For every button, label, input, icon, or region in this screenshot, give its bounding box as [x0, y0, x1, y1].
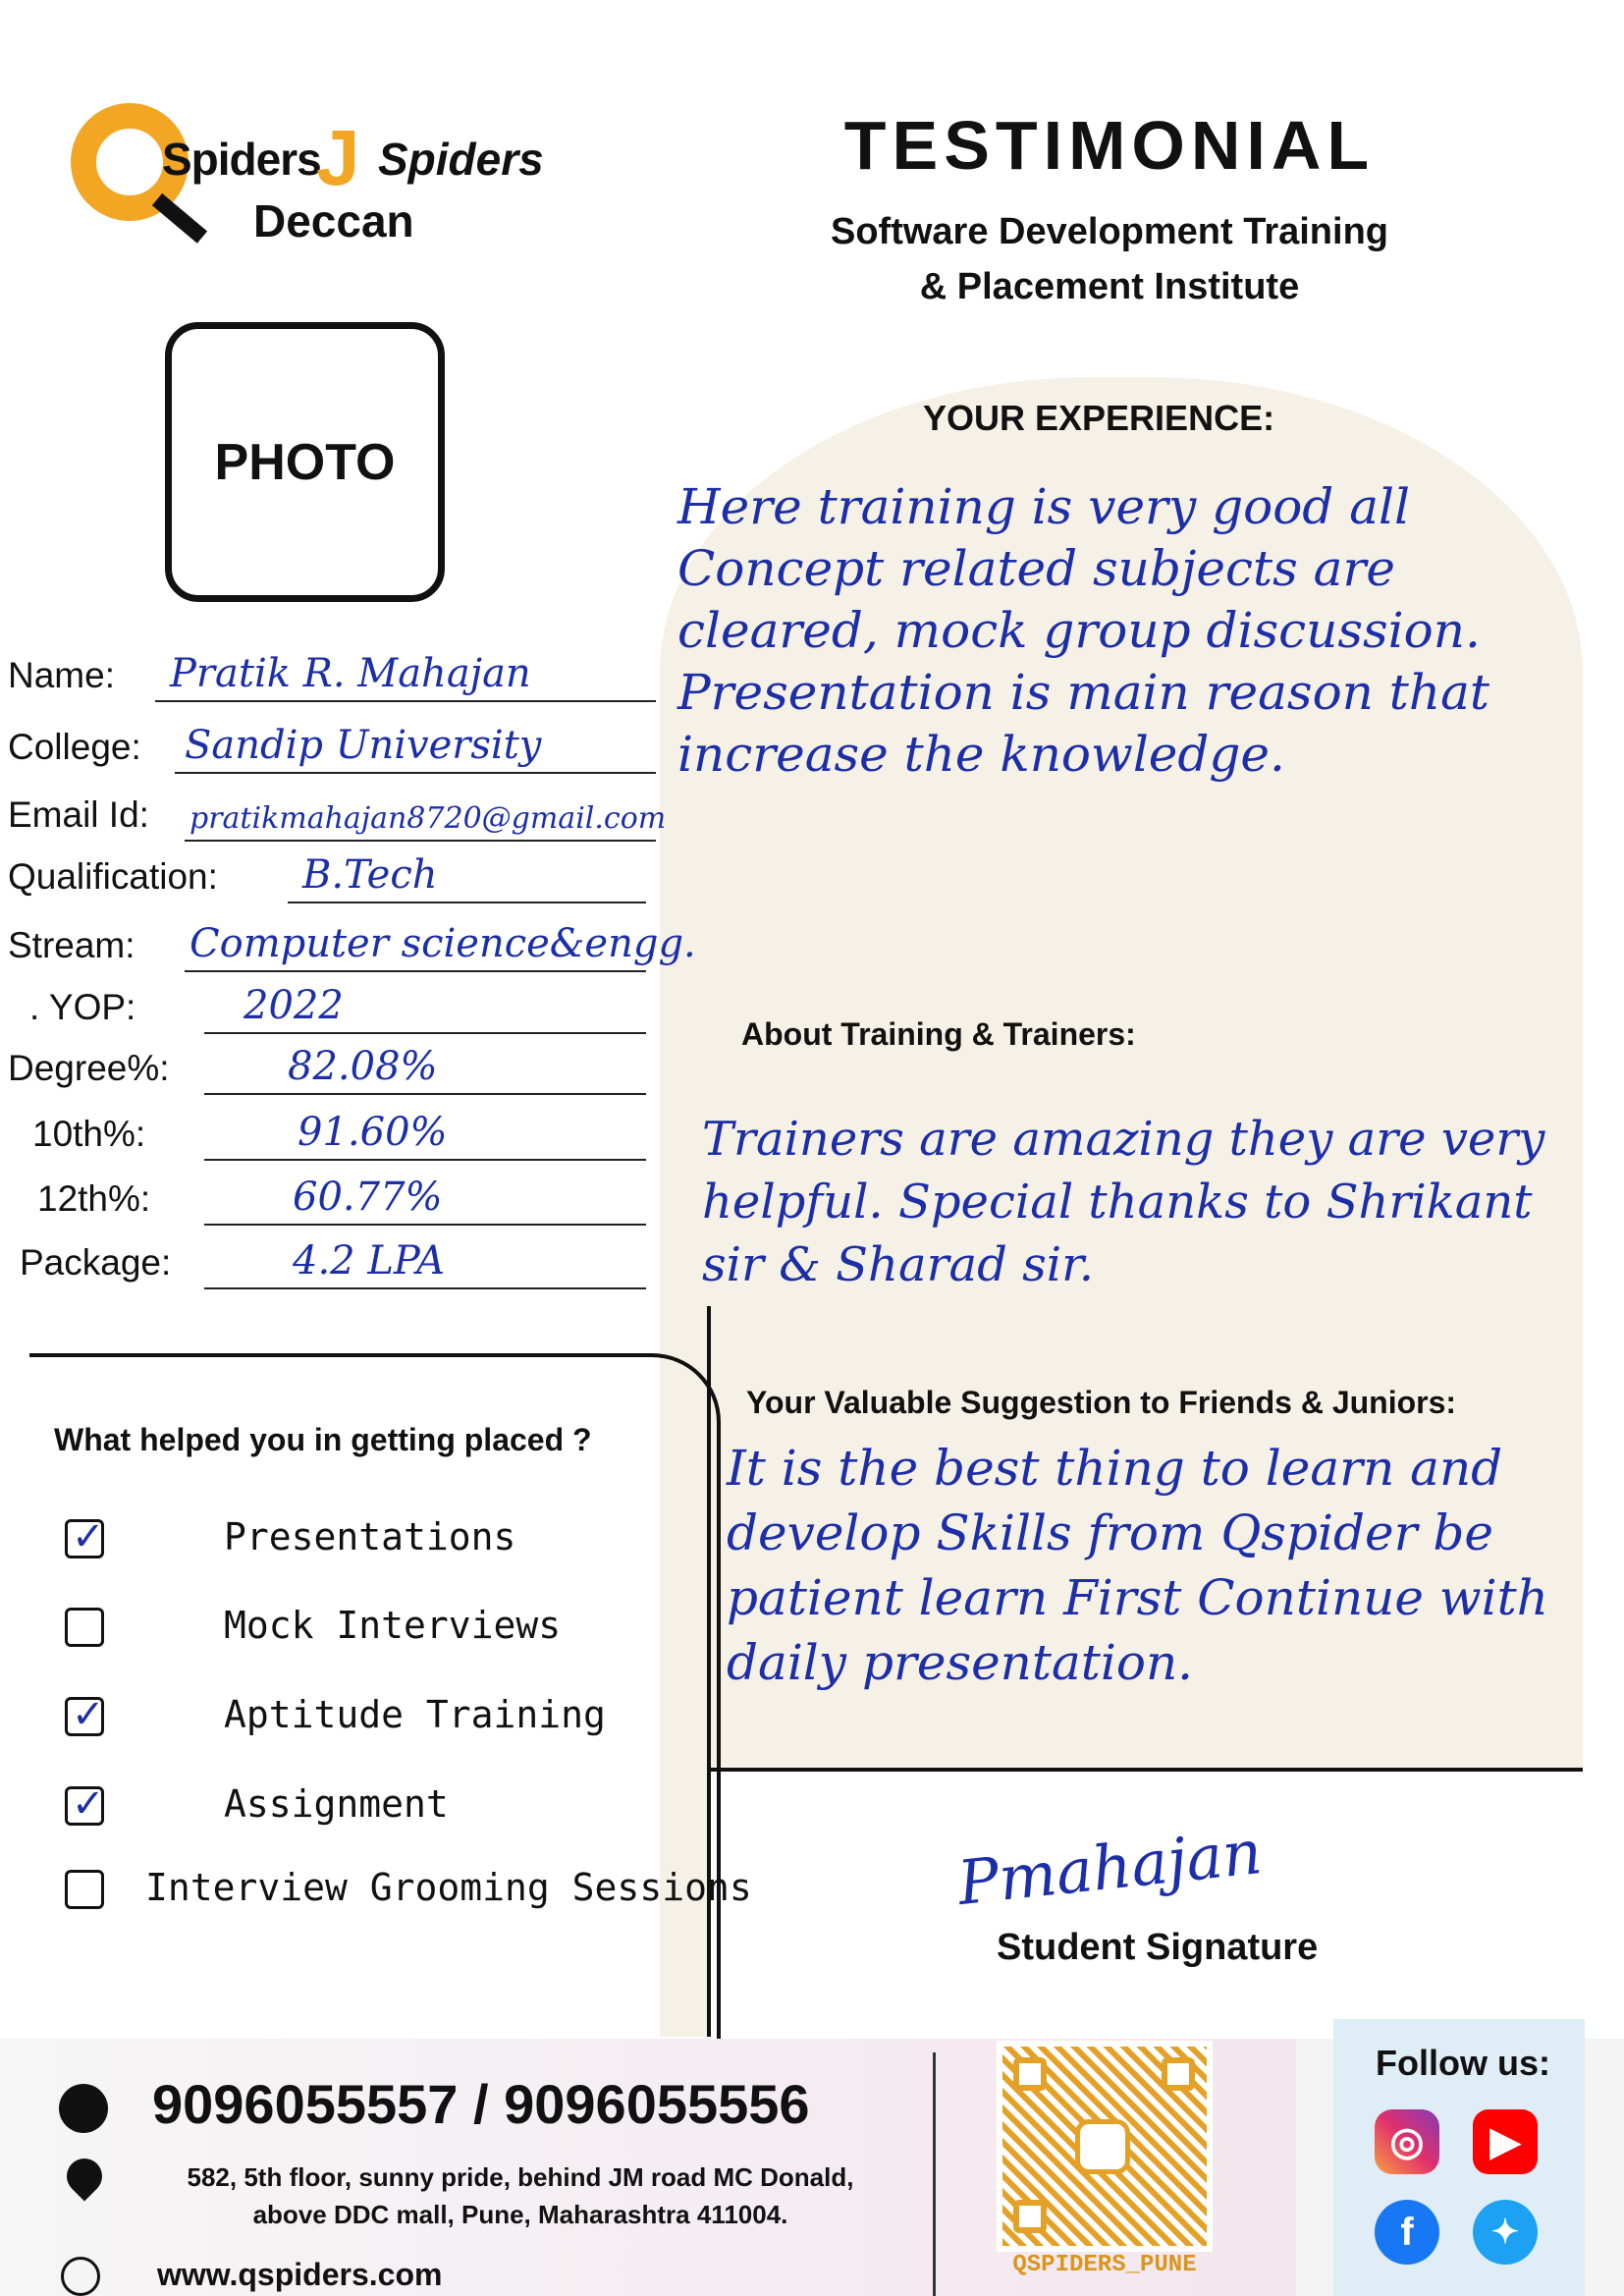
degree-label: Degree%: [8, 1048, 170, 1088]
field-qualification [8, 845, 656, 903]
package-value: 4.2 LPA [293, 1238, 446, 1284]
address [157, 2159, 884, 2233]
logo-qspiders-text: Spiders [162, 134, 321, 185]
field-stream [8, 913, 696, 972]
phone-numbers: 9096055557 / 9096055556 [152, 2073, 810, 2135]
globe-icon [61, 2257, 100, 2296]
experience-heading: YOUR EXPERIENCE: [923, 398, 1275, 438]
stream-line [185, 970, 646, 972]
photo-label: PHOTO [214, 433, 396, 491]
document-subtitle [766, 204, 1453, 314]
checklist-item-aptitude-training[interactable] [65, 1693, 713, 1742]
signature-label: Student Signature [997, 1927, 1319, 1968]
name-line [155, 700, 656, 702]
field-10th [8, 1102, 656, 1161]
follow-us-label: Follow us: [1376, 2043, 1550, 2083]
qr-corner-icon [1013, 2200, 1047, 2233]
checklist-label: Assignment [224, 1782, 449, 1826]
signature-divider [709, 1768, 1583, 1772]
stream-label: Stream: [8, 925, 135, 965]
footer-divider [933, 2052, 936, 2296]
name-value: Pratik R. Mahajan [170, 651, 531, 696]
checklist-label: Interview Grooming Sessions [145, 1866, 752, 1909]
checkbox-assignment[interactable] [65, 1781, 105, 1827]
checkbox-aptitude-training[interactable] [65, 1692, 105, 1737]
twelfth-value: 60.77% [293, 1175, 443, 1220]
address-line-2: above DDC mall, Pune, Maharashtra 411004. [252, 2200, 788, 2229]
qualification-line [288, 902, 646, 903]
qr-label: QSPIDERS_PUNE [1012, 2252, 1197, 2278]
subtitle-line-2: & Placement Institute [919, 266, 1300, 307]
package-label: Package: [20, 1242, 172, 1283]
website-link[interactable]: www.qspiders.com [157, 2257, 443, 2292]
twelfth-label: 12th%: [37, 1178, 151, 1219]
checkbox-mock-interviews[interactable] [65, 1608, 104, 1647]
signature-area [709, 1768, 1583, 2037]
photo-box [165, 322, 445, 602]
logo-q-tail [152, 193, 207, 244]
email-value: pratikmahajan8720@gmail.com [189, 801, 667, 836]
degree-line [204, 1093, 646, 1095]
suggestion-heading: Your Valuable Suggestion to Friends & Juniors: [746, 1385, 1457, 1420]
checklist-item-presentations[interactable] [65, 1515, 713, 1564]
check-icon: ✓ [72, 1692, 105, 1737]
checklist-item-assignment[interactable] [65, 1782, 713, 1831]
college-value: Sandip University [185, 723, 542, 768]
checklist-item-mock-interviews[interactable] [65, 1604, 713, 1653]
field-email [8, 783, 667, 842]
field-name [8, 643, 656, 702]
checklist-label: Aptitude Training [224, 1693, 606, 1736]
logo-deccan-text: Deccan [253, 195, 414, 246]
twelfth-line [204, 1224, 646, 1226]
address-line-1: 582, 5th floor, sunny pride, behind JM road MC Donald, [187, 2162, 854, 2192]
tenth-label: 10th%: [32, 1114, 146, 1154]
yop-value: 2022 [244, 983, 344, 1028]
checkbox-interview-grooming[interactable] [65, 1870, 104, 1909]
check-icon: ✓ [72, 1514, 105, 1559]
college-line [175, 772, 656, 774]
checklist-item-interview-grooming[interactable] [65, 1866, 752, 1915]
yop-label: . YOP: [29, 987, 136, 1027]
stream-value: Computer science&engg. [189, 921, 696, 966]
field-package [8, 1230, 656, 1289]
college-label: College: [8, 727, 141, 767]
instagram-icon [1075, 2119, 1130, 2174]
field-yop [8, 975, 656, 1034]
field-degree [8, 1036, 656, 1095]
subtitle-line-1: Software Development Training [831, 211, 1388, 252]
checklist-heading: What helped you in getting placed ? [54, 1422, 592, 1457]
student-signature: Pmahajan [954, 1815, 1266, 1920]
qr-corner-icon [1013, 2057, 1047, 2091]
qualification-label: Qualification: [8, 856, 218, 897]
youtube-icon[interactable]: ▶ [1473, 2109, 1538, 2174]
checkbox-presentations[interactable] [65, 1514, 105, 1559]
instagram-icon[interactable]: ◎ [1375, 2109, 1439, 2174]
document-title: TESTIMONIAL [843, 107, 1376, 184]
twitter-icon[interactable]: ✦ [1473, 2200, 1538, 2265]
checklist-label: Presentations [224, 1515, 516, 1558]
logo-j-letter: J [316, 114, 360, 201]
training-heading: About Training & Trainers: [741, 1016, 1136, 1052]
checklist-label: Mock Interviews [224, 1604, 562, 1647]
tenth-line [204, 1159, 646, 1161]
training-text: Trainers are amazing they are very helpful. Special thanks to Shrikant sir & Sharad sir. [702, 1112, 1545, 1292]
tenth-value: 91.60% [298, 1110, 448, 1155]
field-college [8, 715, 656, 774]
phone-icon [59, 2084, 108, 2133]
check-icon: ✓ [72, 1781, 105, 1827]
field-12th [8, 1167, 656, 1226]
experience-text: Here training is very good all Concept related subjects are cleared, mock group discussion. Presentation is main reason that increase the knowledge. [677, 478, 1489, 783]
email-line [185, 840, 656, 842]
package-line [204, 1287, 646, 1289]
suggestion-text: It is the best thing to learn and develop Skills from Qspider be patient learn First Continue with daily presentation. [727, 1440, 1548, 1691]
qualification-value: B.Tech [302, 852, 438, 898]
name-label: Name: [8, 655, 115, 695]
yop-line [204, 1032, 646, 1034]
facebook-icon[interactable]: f [1375, 2200, 1439, 2265]
qr-corner-icon [1162, 2057, 1195, 2091]
email-label: Email Id: [8, 794, 149, 835]
logo-jspiders-text: Spiders [378, 134, 544, 185]
degree-value: 82.08% [288, 1044, 438, 1089]
